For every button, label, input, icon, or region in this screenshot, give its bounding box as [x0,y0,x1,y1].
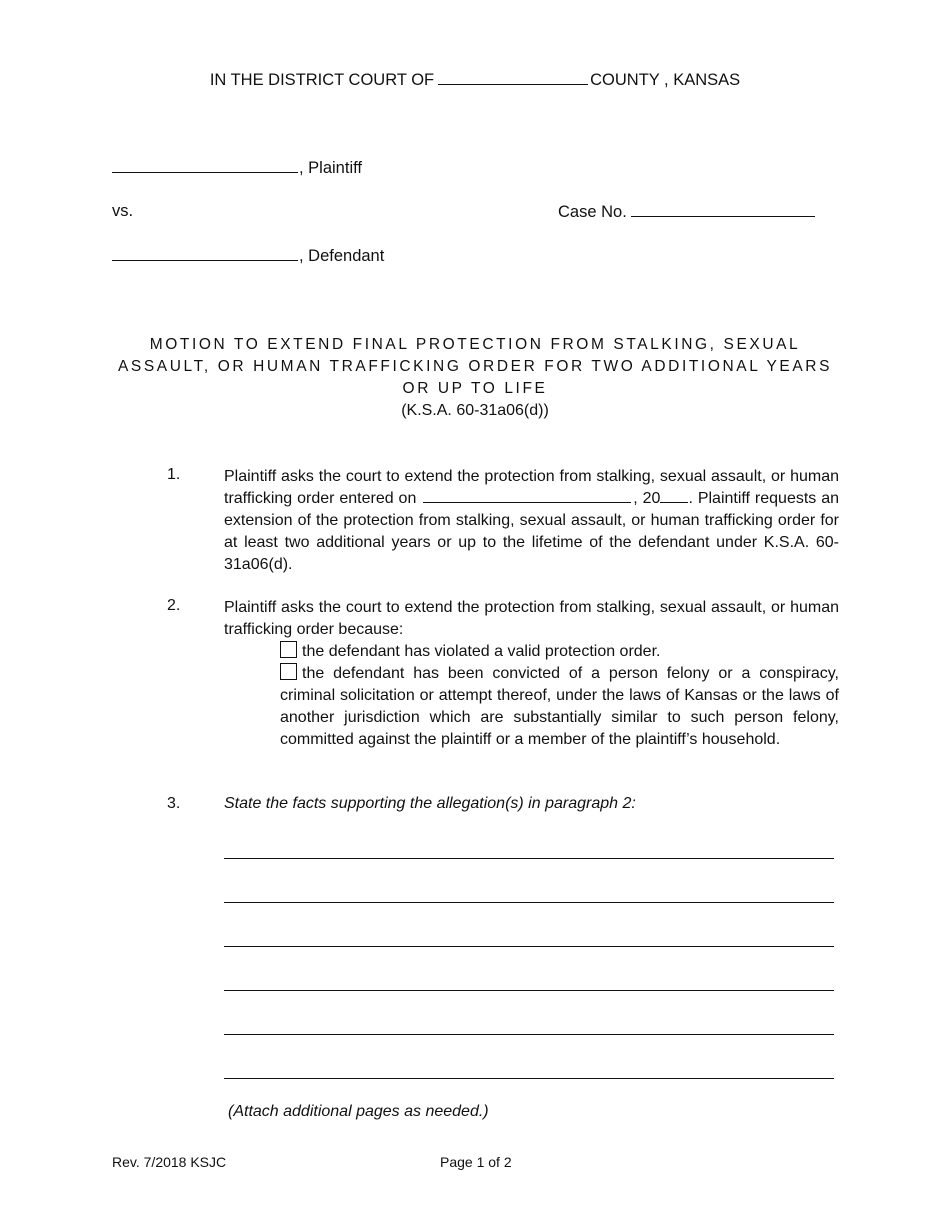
facts-line-2[interactable] [224,902,834,903]
paragraph-2-number: 2. [167,597,181,614]
document-title [0,334,950,422]
paragraph-2-text: Plaintiff asks the court to extend the protection from stalking, sexual assault, or human trafficking order because: [224,599,839,638]
facts-line-4[interactable] [224,990,834,991]
attach-pages-note: (Attach additional pages as needed.) [228,1103,489,1120]
title-line-2: ASSAULT, OR HUMAN TRAFFICKING ORDER FOR TWO ADDITIONAL YEARS [117,358,833,375]
facts-line-6[interactable] [224,1078,834,1079]
paragraph-1-number: 1. [167,466,181,483]
court-header [0,70,950,90]
defendant-line [112,246,384,266]
vs-label: vs. [112,202,134,220]
option-violated-order [280,641,839,663]
case-no-label: Case No. [558,203,627,221]
defendant-label: , Defendant [299,247,385,265]
plaintiff-name-blank[interactable] [112,158,298,173]
violated-order-checkbox[interactable] [280,641,297,658]
revision-footer: Rev. 7/2018 KSJC [112,1154,227,1170]
plaintiff-label: , Plaintiff [299,159,362,177]
title-line-1: MOTION TO EXTEND FINAL PROTECTION FROM STALKING, SEXUAL [149,336,801,353]
order-date-blank[interactable] [423,488,631,503]
paragraph-1-text-c: . Plaintiff requests an extension of the protection from stalking, sexual assault, or human trafficking order for at least two additional years or up to the lifetime of the defendant under K.S.A. 60-31a06(d). [224,490,840,573]
option-violated-order-label: the defendant has violated a valid protection order. [302,643,661,660]
facts-line-5[interactable] [224,1034,834,1035]
title-line-3: OR UP TO LIFE [402,380,548,397]
facts-line-1[interactable] [224,858,834,859]
option-convicted-felony [280,663,839,751]
order-year-blank[interactable] [660,488,688,503]
paragraph-1 [224,466,839,576]
court-suffix: COUNTY , KANSAS [590,71,741,89]
case-number-line [558,202,815,222]
statute-citation: (K.S.A. 60-31a06(d)) [401,402,549,419]
defendant-name-blank[interactable] [112,246,298,261]
plaintiff-line [112,158,362,178]
page-number: Page 1 of 2 [440,1154,512,1170]
county-blank[interactable] [438,70,588,85]
court-prefix: IN THE DISTRICT COURT OF [209,71,435,89]
facts-line-3[interactable] [224,946,834,947]
case-number-blank[interactable] [631,202,815,217]
paragraph-3-text: State the facts supporting the allegation(s) in paragraph 2: [224,795,636,812]
option-convicted-felony-label: the defendant has been convicted of a person felony or a conspiracy, criminal solicitation or attempt thereof, under the laws of Kansas or the laws of another jurisdiction which are substantially similar to such person felony, committed against the plaintiff or a member of the plaintiff’s household. [280,665,839,748]
convicted-felony-checkbox[interactable] [280,663,297,680]
paragraph-1-text-b: , 20 [633,490,661,507]
paragraph-3-number: 3. [167,795,181,812]
paragraph-1-text-a: Plaintiff asks the court to extend the protection from stalking, sexual assault, or human trafficking order entered on [224,468,839,507]
